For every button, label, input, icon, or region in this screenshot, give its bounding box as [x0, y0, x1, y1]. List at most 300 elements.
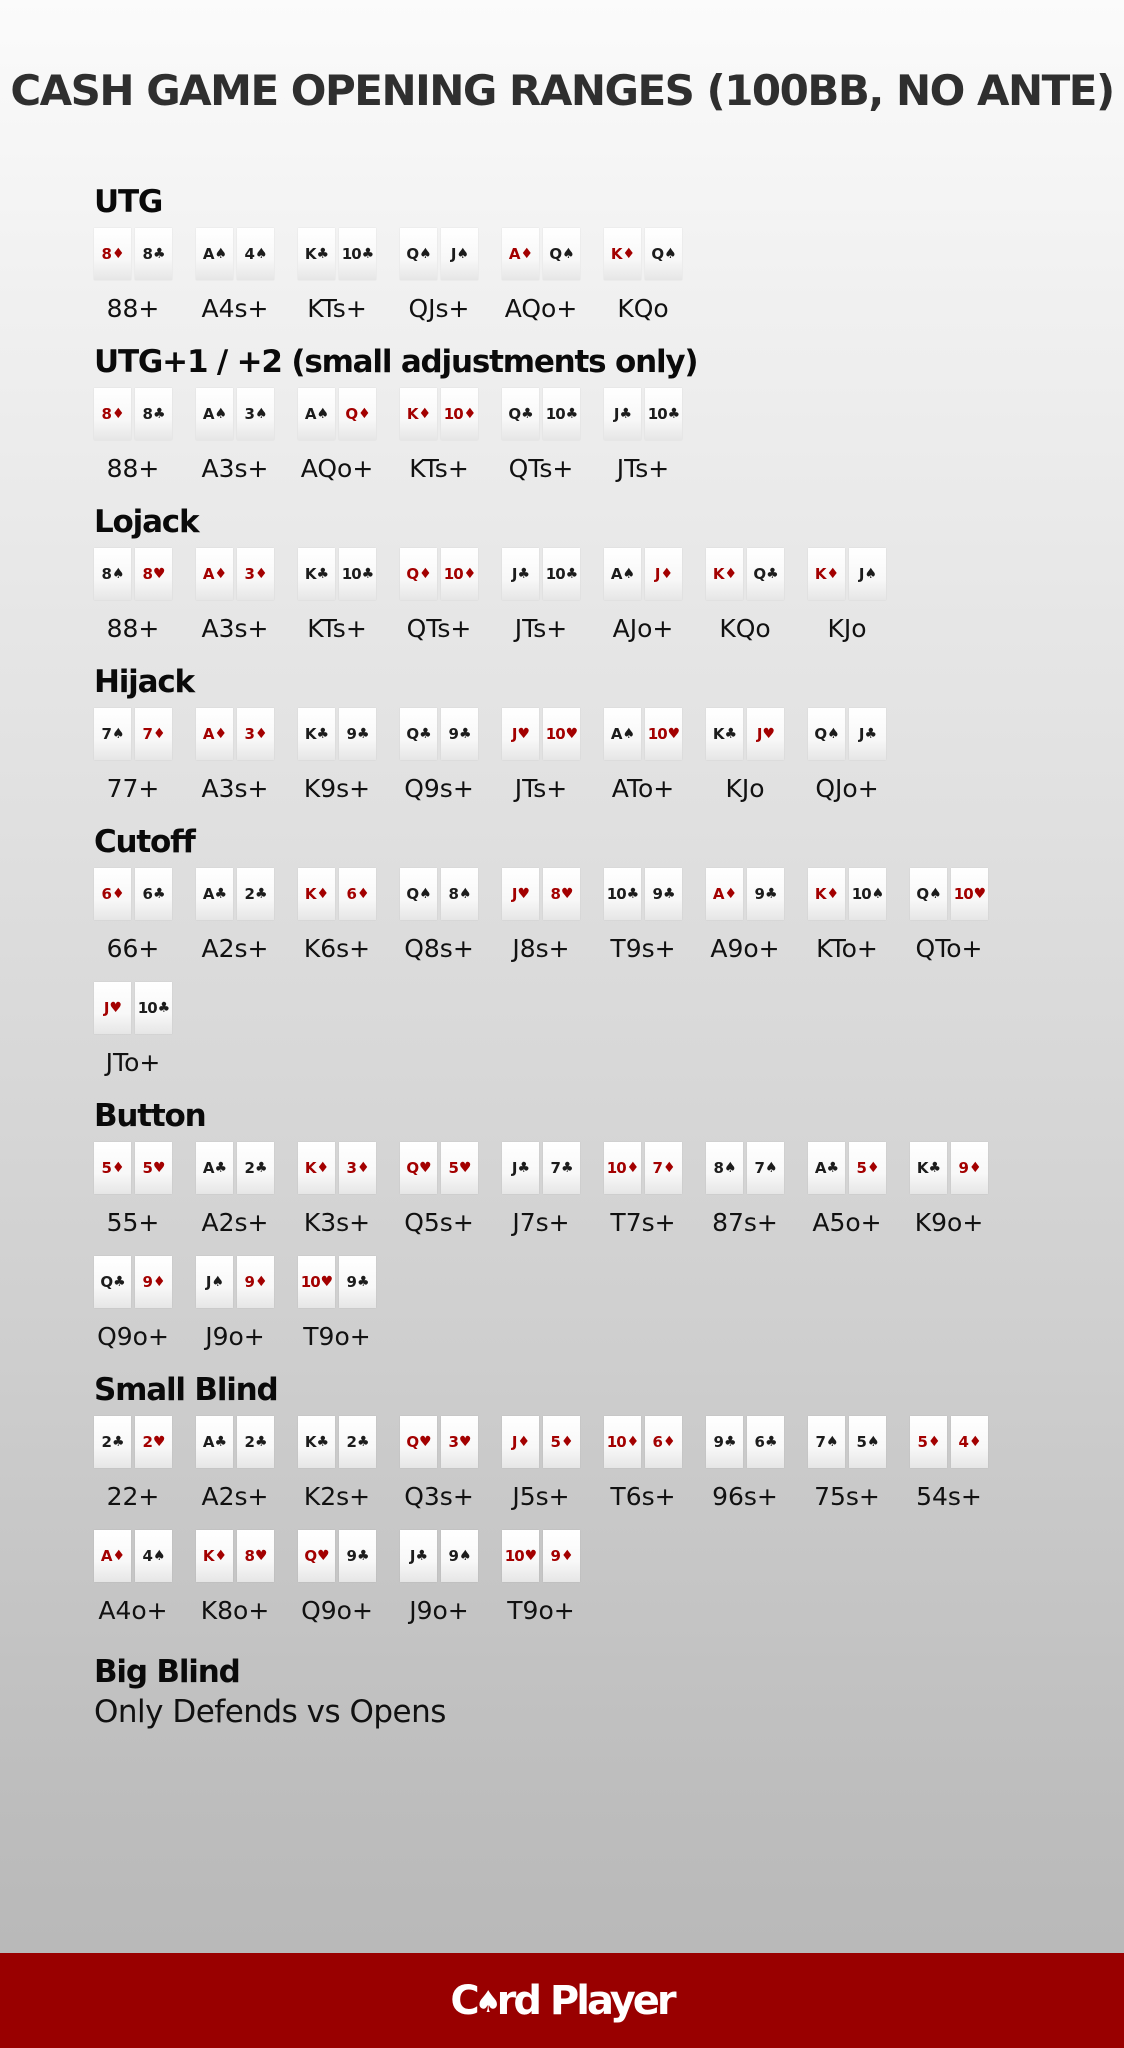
playing-card	[400, 1142, 437, 1194]
hand-range-item	[298, 388, 400, 502]
playing-card	[604, 548, 641, 600]
hand-range-item	[910, 868, 1012, 982]
hand-range-item	[400, 868, 502, 982]
spade-icon: ♠	[622, 726, 635, 742]
card-rank: J	[511, 565, 517, 583]
playing-card	[237, 1256, 274, 1308]
card-rank: K	[304, 1159, 316, 1177]
club-icon: ♣	[316, 246, 329, 262]
card-rank: 9	[448, 1547, 458, 1565]
hand-range-item	[400, 228, 502, 342]
card-pair	[706, 1142, 784, 1194]
playing-card	[543, 228, 580, 280]
card-rank: K	[814, 565, 826, 583]
card-rank: 10	[504, 1547, 524, 1565]
hand-range-label: QJs+	[408, 294, 470, 323]
club-icon: ♣	[928, 1160, 941, 1176]
card-pair	[196, 228, 274, 280]
club-icon: ♣	[157, 1000, 170, 1016]
playing-card	[94, 1530, 131, 1582]
playing-card	[94, 1416, 131, 1468]
hand-range-label: A2s+	[201, 934, 269, 963]
hand-range-item	[604, 388, 706, 502]
card-rank: A	[202, 245, 214, 263]
playing-card	[441, 1530, 478, 1582]
heart-icon: ♥	[109, 1000, 122, 1016]
card-rank: K	[304, 885, 316, 903]
playing-card	[400, 1416, 437, 1468]
card-rank: 6	[754, 1433, 764, 1451]
hand-range-item	[604, 1142, 706, 1256]
hand-range-item	[94, 228, 196, 342]
playing-card	[94, 982, 131, 1034]
playing-card	[951, 1416, 988, 1468]
heart-icon: ♥	[517, 886, 530, 902]
card-pair	[706, 548, 784, 600]
hand-range-item	[502, 1142, 604, 1256]
club-icon: ♣	[517, 1160, 530, 1176]
playing-card	[502, 868, 539, 920]
hand-range-label: A4s+	[201, 294, 269, 323]
card-pair	[502, 1416, 580, 1468]
card-pair	[604, 388, 682, 440]
card-rank: K	[610, 245, 622, 263]
diamond-icon: ♦	[111, 406, 124, 422]
card-rank: 10	[300, 1273, 320, 1291]
spade-icon: ♠	[825, 1434, 838, 1450]
spade-icon: ♠	[622, 566, 635, 582]
playing-card	[94, 388, 131, 440]
section-utg-1-2-small-adjustments-only	[94, 342, 1094, 502]
playing-card	[645, 228, 682, 280]
card-pair	[502, 228, 580, 280]
section-hijack	[94, 662, 1094, 822]
playing-card	[706, 548, 743, 600]
ranges-content	[94, 182, 1094, 1730]
card-pair	[400, 1142, 478, 1194]
card-rank: A	[712, 885, 724, 903]
playing-card	[237, 1416, 274, 1468]
diamond-icon: ♦	[356, 886, 369, 902]
club-icon: ♣	[254, 1434, 267, 1450]
spade-icon: ♠	[254, 406, 267, 422]
playing-card	[604, 1416, 641, 1468]
section-title: Cutoff	[94, 824, 195, 860]
hand-range-label: KTs+	[409, 454, 469, 483]
playing-card	[298, 708, 335, 760]
card-rank: 8	[101, 405, 111, 423]
card-rank: 9	[142, 1273, 152, 1291]
hand-range-item	[400, 388, 502, 502]
hand-range-item	[94, 548, 196, 662]
card-pair	[706, 868, 784, 920]
hand-range-label: T9o+	[303, 1322, 371, 1351]
hand-range-item	[94, 1142, 196, 1256]
diamond-icon: ♦	[152, 726, 165, 742]
playing-card	[910, 1142, 947, 1194]
diamond-icon: ♦	[111, 1160, 124, 1176]
card-pair	[196, 1142, 274, 1194]
playing-card	[298, 868, 335, 920]
card-rank: 5	[448, 1159, 458, 1177]
diamond-icon: ♦	[560, 1548, 573, 1564]
playing-card	[706, 708, 743, 760]
playing-card	[706, 1142, 743, 1194]
card-rank: 10	[443, 565, 463, 583]
hand-range-label: 75s+	[814, 1482, 880, 1511]
hand-range-label: J9o+	[409, 1596, 469, 1625]
diamond-icon: ♦	[660, 566, 673, 582]
hand-range-label: JTs+	[514, 774, 568, 803]
hand-range-item	[808, 1416, 910, 1530]
club-icon: ♣	[724, 726, 737, 742]
diamond-icon: ♦	[254, 566, 267, 582]
card-pair	[400, 868, 478, 920]
playing-card	[237, 1530, 274, 1582]
hand-list	[94, 868, 1104, 1096]
playing-card	[910, 868, 947, 920]
card-rank: 3	[244, 405, 254, 423]
club-icon: ♣	[560, 1160, 573, 1176]
playing-card	[543, 388, 580, 440]
card-rank: 2	[101, 1433, 111, 1451]
hand-range-item	[298, 1256, 400, 1370]
hand-range-item	[910, 1142, 1012, 1256]
spade-icon: ♠	[456, 246, 469, 262]
playing-card	[400, 548, 437, 600]
heart-icon: ♥	[152, 1160, 165, 1176]
card-pair	[502, 548, 580, 600]
playing-card	[237, 228, 274, 280]
spade-icon: ♠	[562, 246, 574, 262]
card-pair	[298, 708, 376, 760]
playing-card	[339, 548, 376, 600]
card-rank: 8	[101, 565, 111, 583]
hand-range-item	[298, 1530, 400, 1644]
spade-icon: ♠	[764, 1160, 777, 1176]
club-icon: ♣	[826, 1160, 839, 1176]
club-icon: ♣	[214, 1434, 227, 1450]
card-pair	[604, 548, 682, 600]
hand-range-label: J9o+	[205, 1322, 265, 1351]
card-rank: K	[202, 1547, 214, 1565]
card-pair	[604, 868, 682, 920]
hand-range-label: A9o+	[710, 934, 780, 963]
hand-range-label: AQo+	[300, 454, 374, 483]
hand-range-item	[502, 1530, 604, 1644]
card-pair	[298, 388, 376, 440]
playing-card	[441, 868, 478, 920]
playing-card	[339, 1142, 376, 1194]
playing-card	[441, 548, 478, 600]
section-title: Button	[94, 1098, 206, 1134]
card-rank: J	[858, 725, 864, 743]
card-pair	[502, 1530, 580, 1582]
club-icon: ♣	[565, 566, 578, 582]
card-pair	[196, 1530, 274, 1582]
card-pair	[94, 1530, 172, 1582]
card-rank: 2	[346, 1433, 356, 1451]
club-icon: ♣	[521, 406, 533, 422]
hand-range-label: T9o+	[507, 1596, 575, 1625]
hand-range-item	[298, 708, 400, 822]
hand-range-item	[298, 1142, 400, 1256]
card-rank: J	[511, 885, 517, 903]
hand-range-label: J5s+	[512, 1482, 570, 1511]
playing-card	[543, 548, 580, 600]
hand-range-item	[94, 868, 196, 982]
card-rank: 10	[137, 999, 157, 1017]
card-pair	[502, 388, 580, 440]
card-rank: 3	[448, 1433, 458, 1451]
card-rank: 10	[545, 565, 565, 583]
hand-range-label: AQo+	[504, 294, 578, 323]
card-pair	[298, 1416, 376, 1468]
playing-card	[94, 228, 131, 280]
card-rank: 9	[244, 1273, 254, 1291]
playing-card	[237, 708, 274, 760]
card-rank: Q	[814, 725, 827, 743]
card-rank: 9	[652, 885, 662, 903]
card-pair	[298, 548, 376, 600]
card-rank: J	[511, 725, 517, 743]
playing-card	[502, 1142, 539, 1194]
club-icon: ♣	[152, 246, 165, 262]
card-rank: J	[654, 565, 660, 583]
hand-range-label: Q9o+	[301, 1596, 373, 1625]
card-rank: J	[756, 725, 762, 743]
card-pair	[808, 708, 886, 760]
playing-card	[543, 1142, 580, 1194]
card-rank: 4	[958, 1433, 968, 1451]
hand-range-label: QTo+	[915, 934, 983, 963]
diamond-icon: ♦	[463, 406, 476, 422]
card-rank: 5	[142, 1159, 152, 1177]
playing-card	[339, 228, 376, 280]
playing-card	[298, 1530, 335, 1582]
hand-range-item	[502, 388, 604, 502]
page-title: CASH GAME OPENING RANGES (100BB, NO ANTE)	[10, 66, 1114, 115]
playing-card	[339, 1530, 376, 1582]
playing-card	[849, 548, 886, 600]
card-pair	[604, 1416, 682, 1468]
diamond-icon: ♦	[724, 886, 737, 902]
playing-card	[94, 548, 131, 600]
hand-range-item	[298, 228, 400, 342]
spade-icon: ♠	[474, 1985, 499, 2020]
card-rank: 9	[754, 885, 764, 903]
diamond-icon: ♦	[356, 1160, 369, 1176]
playing-card	[441, 388, 478, 440]
playing-card	[604, 708, 641, 760]
playing-card	[849, 1142, 886, 1194]
diamond-icon: ♦	[968, 1160, 981, 1176]
club-icon: ♣	[356, 1274, 369, 1290]
heart-icon: ♥	[762, 726, 775, 742]
club-icon: ♣	[458, 726, 471, 742]
playing-card	[604, 228, 641, 280]
card-pair	[400, 1530, 478, 1582]
card-pair	[808, 1416, 886, 1468]
hand-range-item	[196, 868, 298, 982]
spade-icon: ♠	[458, 1548, 471, 1564]
heart-icon: ♥	[565, 726, 578, 742]
section-title: Hijack	[94, 664, 194, 700]
card-rank: A	[202, 1433, 214, 1451]
section-utg	[94, 182, 1094, 342]
club-icon: ♣	[152, 406, 165, 422]
playing-card	[543, 1530, 580, 1582]
playing-card	[135, 868, 172, 920]
card-rank: Q	[549, 245, 562, 263]
hand-list	[94, 388, 1104, 502]
hand-range-item	[400, 1416, 502, 1530]
card-rank: 6	[101, 885, 111, 903]
card-pair	[400, 1416, 478, 1468]
card-rank: J	[205, 1273, 211, 1291]
card-rank: A	[202, 885, 214, 903]
card-pair	[298, 868, 376, 920]
playing-card	[298, 1256, 335, 1308]
card-rank: 10	[443, 405, 463, 423]
heart-icon: ♥	[419, 1160, 431, 1176]
club-icon: ♣	[361, 246, 374, 262]
playing-card	[135, 1142, 172, 1194]
playing-card	[94, 708, 131, 760]
playing-card	[339, 1416, 376, 1468]
card-rank: J	[409, 1547, 415, 1565]
hand-range-label: KQo	[719, 614, 771, 643]
playing-card	[645, 868, 682, 920]
logo-text-left: C	[450, 1977, 477, 2024]
card-rank: 5	[550, 1433, 560, 1451]
heart-icon: ♥	[254, 1548, 267, 1564]
hand-range-label: K3s+	[303, 1208, 371, 1237]
hand-range-label: 66+	[106, 934, 160, 963]
club-icon: ♣	[764, 1434, 777, 1450]
card-rank: A	[202, 405, 214, 423]
playing-card	[196, 708, 233, 760]
club-icon: ♣	[152, 886, 165, 902]
hand-range-item	[400, 1530, 502, 1644]
card-rank: Q	[406, 565, 419, 583]
club-icon: ♣	[723, 1434, 736, 1450]
big-blind-note: Only Defends vs Opens	[94, 1694, 446, 1730]
section-title: Big Blind	[94, 1654, 240, 1690]
playing-card	[196, 388, 233, 440]
hand-range-item	[604, 228, 706, 342]
diamond-icon: ♦	[622, 246, 635, 262]
card-rank: K	[712, 565, 724, 583]
card-rank: 8	[244, 1547, 254, 1565]
club-icon: ♣	[111, 1434, 124, 1450]
hand-range-item	[808, 548, 910, 662]
club-icon: ♣	[619, 406, 632, 422]
hand-list	[94, 228, 1104, 342]
heart-icon: ♥	[419, 1434, 431, 1450]
playing-card	[951, 868, 988, 920]
card-rank: Q	[753, 565, 766, 583]
cardplayer-logo[interactable]	[450, 1978, 673, 2024]
hand-list	[94, 1142, 1104, 1370]
card-pair	[400, 708, 478, 760]
hand-range-item	[94, 1416, 196, 1530]
card-pair	[196, 388, 274, 440]
playing-card	[543, 868, 580, 920]
card-rank: 10	[647, 405, 667, 423]
heart-icon: ♥	[152, 1434, 165, 1450]
card-rank: 8	[713, 1159, 723, 1177]
playing-card	[298, 1416, 335, 1468]
card-rank: 4	[142, 1547, 152, 1565]
hand-range-label: A2s+	[201, 1208, 269, 1237]
playing-card	[196, 868, 233, 920]
card-rank: 9	[448, 725, 458, 743]
playing-card	[502, 708, 539, 760]
playing-card	[808, 1416, 845, 1468]
club-icon: ♣	[316, 566, 329, 582]
hand-range-item	[502, 548, 604, 662]
hand-range-label: K8o+	[200, 1596, 270, 1625]
playing-card	[808, 868, 845, 920]
hand-range-item	[604, 1416, 706, 1530]
card-rank: Q	[651, 245, 664, 263]
section-small-blind	[94, 1370, 1094, 1644]
playing-card	[94, 1142, 131, 1194]
card-rank: A	[100, 1547, 112, 1565]
card-pair	[298, 1142, 376, 1194]
card-pair	[400, 548, 478, 600]
hand-range-item	[94, 388, 196, 502]
hand-range-label: K9s+	[303, 774, 371, 803]
club-icon: ♣	[864, 726, 877, 742]
diamond-icon: ♦	[214, 566, 227, 582]
playing-card	[502, 228, 539, 280]
playing-card	[441, 228, 478, 280]
section-lojack	[94, 502, 1094, 662]
playing-card	[604, 388, 641, 440]
card-rank: 9	[550, 1547, 560, 1565]
hand-range-label: AJo+	[612, 614, 674, 643]
heart-icon: ♥	[458, 1434, 471, 1450]
playing-card	[747, 708, 784, 760]
card-pair	[196, 1256, 274, 1308]
hand-range-label: T9s+	[610, 934, 676, 963]
card-rank: 5	[856, 1433, 866, 1451]
heart-icon: ♥	[152, 566, 165, 582]
hand-range-label: Q3s+	[404, 1482, 474, 1511]
card-rank: K	[304, 1433, 316, 1451]
playing-card	[645, 1416, 682, 1468]
playing-card	[237, 548, 274, 600]
hand-range-item	[706, 548, 808, 662]
playing-card	[645, 1142, 682, 1194]
playing-card	[808, 708, 845, 760]
playing-card	[400, 388, 437, 440]
diamond-icon: ♦	[927, 1434, 940, 1450]
card-rank: 5	[917, 1433, 927, 1451]
playing-card	[808, 548, 845, 600]
playing-card	[645, 388, 682, 440]
card-rank: 10	[545, 725, 565, 743]
hand-range-item	[604, 548, 706, 662]
club-icon: ♣	[565, 406, 578, 422]
hand-range-label: KTs+	[307, 294, 367, 323]
card-rank: Q	[406, 725, 419, 743]
hand-range-item	[298, 548, 400, 662]
playing-card	[339, 388, 376, 440]
club-icon: ♣	[316, 1434, 329, 1450]
